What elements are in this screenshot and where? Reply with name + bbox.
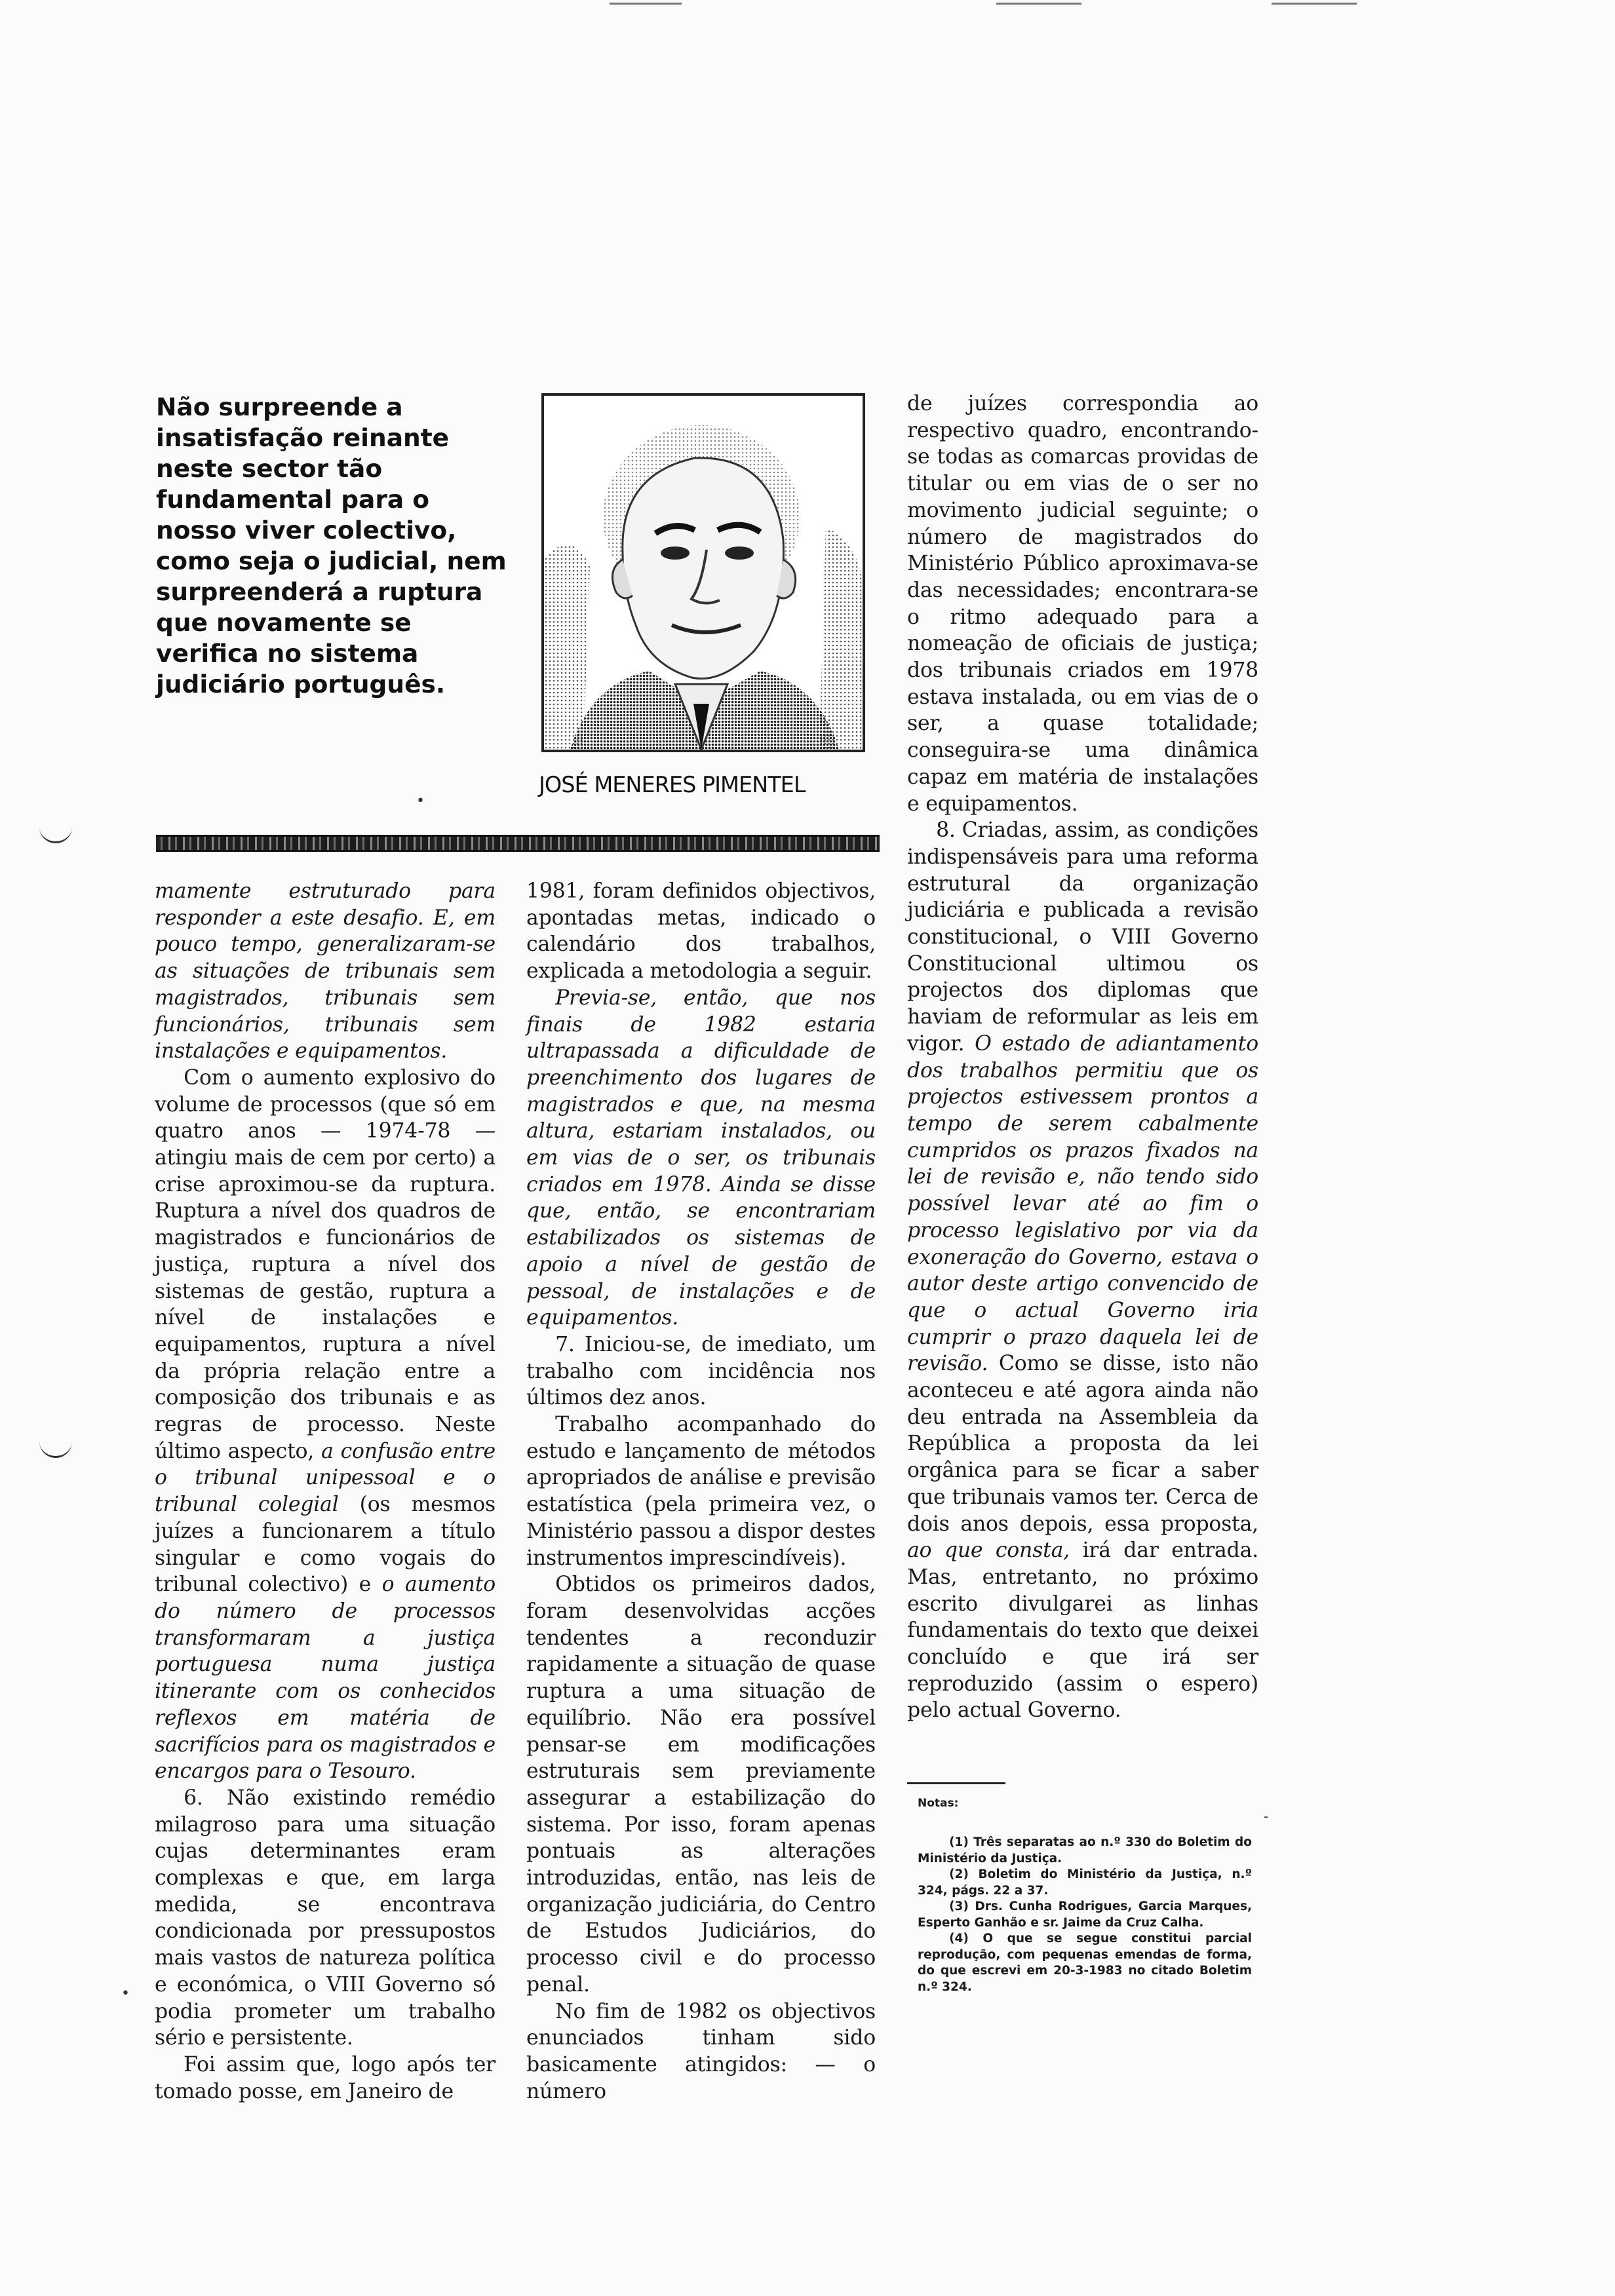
paragraph: 7. Iniciou-se, de imediato, um trabalho com incidência nos últimos dez anos. [526, 1332, 876, 1410]
text: irá dar entrada. Mas, entretanto, no próximo escrito divulgarei as linhas fundamentais do texto que deixei concluído e que irá ser reproduzido (assim o espero) pelo actual Governo. [907, 1539, 1258, 1723]
italic-text: O estado de adiantamento dos trabalhos permitiu que os projectos estivessem prontos a tempo de serem cabalmente cumpridos os prazos fixados na lei de revisão e, não tendo sido possível levar até ao fim o processo legislativo por via da exoneração do Governo, estava o autor deste artigo convencido de que o actual Governo iria cumprir o prazo daquela lei de revisão. [907, 1031, 1258, 1376]
scan-artifact-line [610, 3, 682, 5]
author-byline: JOSÉ MENERES PIMENTEL [539, 772, 806, 797]
paragraph: Foi assim que, logo após ter tomado posse, em Janeiro de [155, 2052, 496, 2103]
text: 8. Criadas, assim, as condições indispensáveis para uma reforma estrutural da organização judiciária e publicada a revisão constitucional, o VIII Governo Constitucional ultimou os projectos dos diplomas que haviam de reformular as leis em vigor. [907, 818, 1258, 1056]
italic-text: a confusão entre o tribunal unipessoal e o tribunal colegial [155, 1439, 496, 1517]
paragraph [907, 817, 1258, 1724]
note-item: (4) O que se segue constitui parcial reprodução, com pequenas emendas de forma, do que escrevi em 20-3-1983 no citado Boletim n.º 324. [918, 1932, 1252, 1994]
paragraph: No fim de 1982 os objectivos enunciados tinham sido basicamente atingidos: — o número [526, 1999, 876, 2103]
author-photo [541, 393, 865, 752]
text: (os mesmos juízes a funcionarem a título singular e como vogais do tribunal colectivo) e [155, 1493, 496, 1597]
text: Como se disse, isto não aconteceu e até agora ainda não deu entrada na Assembleia da República a proposta da lei orgânica para se ficar a saber que tribunais vamos ter. Cerca de dois anos depois, essa proposta, [907, 1352, 1258, 1536]
article-column-2 [526, 878, 876, 2105]
paragraph [155, 1065, 496, 1785]
note-item: (2) Boletim do Ministério da Justiça, n.º 324, págs. 22 a 37. [918, 1867, 1252, 1898]
portrait-illustration [544, 396, 863, 750]
italic-text: ao que consta, [907, 1539, 1070, 1563]
article-column-3 [907, 391, 1258, 1724]
note-item: (3) Drs. Cunha Rodrigues, Garcia Marques, Esperto Ganhão e sr. Jaime da Cruz Calha. [918, 1900, 1252, 1930]
notes-separator [907, 1782, 1005, 1784]
scan-artifact-line [996, 3, 1081, 5]
scan-artifact-line [1272, 3, 1357, 5]
paragraph: Trabalho acompanhado do estudo e lançamento de métodos apropriados de análise e previsão estatística (pela primeira vez, o Ministério passou a dispor destes instrumentos imprescindíveis). [526, 1413, 876, 1570]
speck-mark: - [1264, 1808, 1269, 1824]
italic-text: Previa-se, então, que nos finais de 1982 estaria ultrapassada a dificuldade de preenchimento dos lugares de magistrados e que, na mesma altura, estariam instalados, ou em vias de o ser, os tribunais criados em 1978. Ainda se disse que, então, se encontrariam estabilizados os sistemas de apoio a nível de gestão de pessoal, de instalações e de equipamentos. [526, 985, 876, 1330]
punch-hole-mark [39, 827, 72, 843]
paragraph: 6. Não existindo remédio milagroso para uma situação cujas determinantes eram complexas e que, em larga medida, se encontrava condicionada por pressupostos mais vastos de natureza política e económica, o VIII Governo só podia prometer um trabalho sério e persistente. [155, 1786, 496, 2050]
paragraph: Obtidos os primeiros dados, foram desenvolvidas acções tendentes a reconduzir rapidamente a situação de quase ruptura a uma situação de equilíbrio. Não era possível pensar-se em modificações estruturais sem previamente assegurar a estabilização do sistema. Por isso, foram apenas pontuais as alterações introduzidas, então, nas leis de organização judiciária, do Centro de Estudos Judiciários, do processo civil e do processo penal. [526, 1573, 876, 1997]
notes-block [918, 1835, 1252, 1995]
paragraph [526, 985, 876, 1331]
paragraph [155, 878, 496, 1065]
paragraph: 1981, foram definidos objectivos, apontadas metas, indicado o calendário dos trabalhos, explicada a metodologia a seguir. [526, 879, 876, 984]
paragraph: de juízes correspondia ao respectivo quadro, encontrando-se todas as comarcas providas de titular ou em vias de o ser no movimento judicial seguinte; o número de magistrados do Ministério Público aproximava-se das necessidades; encontrara-se o ritmo adequado para a nomeação de oficiais de justiça; dos tribunais criados em 1978 estava instalada, ou em vias de o ser, a quase totalidade; conseguira-se uma dinâmica capaz em matéria de instalações e equipamentos. [907, 392, 1258, 816]
section-rule [156, 835, 880, 852]
lead-paragraph: Não surpreende a insatisfação reinante neste sector tão fundamental para o nosso viver colectivo, como seja o judicial, nem surpreenderá a ruptura que novamente se verifica no sistema judiciário português. [156, 392, 507, 698]
note-item: (1) Três separatas ao n.º 330 do Boletim do Ministério da Justiça. [918, 1835, 1252, 1866]
article-column-1 [155, 878, 496, 2105]
text: Com o aumento explosivo do volume de processos (que só em quatro anos — 1974-78 — atingiu mais de cem por certo) a crise aproximou-se da ruptura. Ruptura a nível dos quadros de magistrados e funcionários de justiça, ruptura a nível dos sistemas de gestão, ruptura a nível de instalações e equipamentos, ruptura a nível da própria relação entre a composição dos tribunais e as regras de processo. Neste último aspecto, [155, 1065, 496, 1463]
speck-mark: • [121, 1985, 130, 2002]
italic-text: o aumento do número de processos transformaram a justiça portuguesa numa justiça itinerante com os conhecidos reflexos em matéria de sacrifícios para os magistrados e encargos para o Tesouro. [155, 1573, 496, 1784]
punch-hole-mark [39, 1442, 72, 1458]
italic-text: mamente estruturado para responder a este desafio. E, em pouco tempo, generalizaram-se as situações de tribunais sem magistrados, tribunais sem funcionários, tribunais sem instalações e equipamentos. [155, 879, 496, 1063]
notes-title: Notas: [918, 1797, 959, 1810]
speck-mark: • [416, 793, 425, 809]
